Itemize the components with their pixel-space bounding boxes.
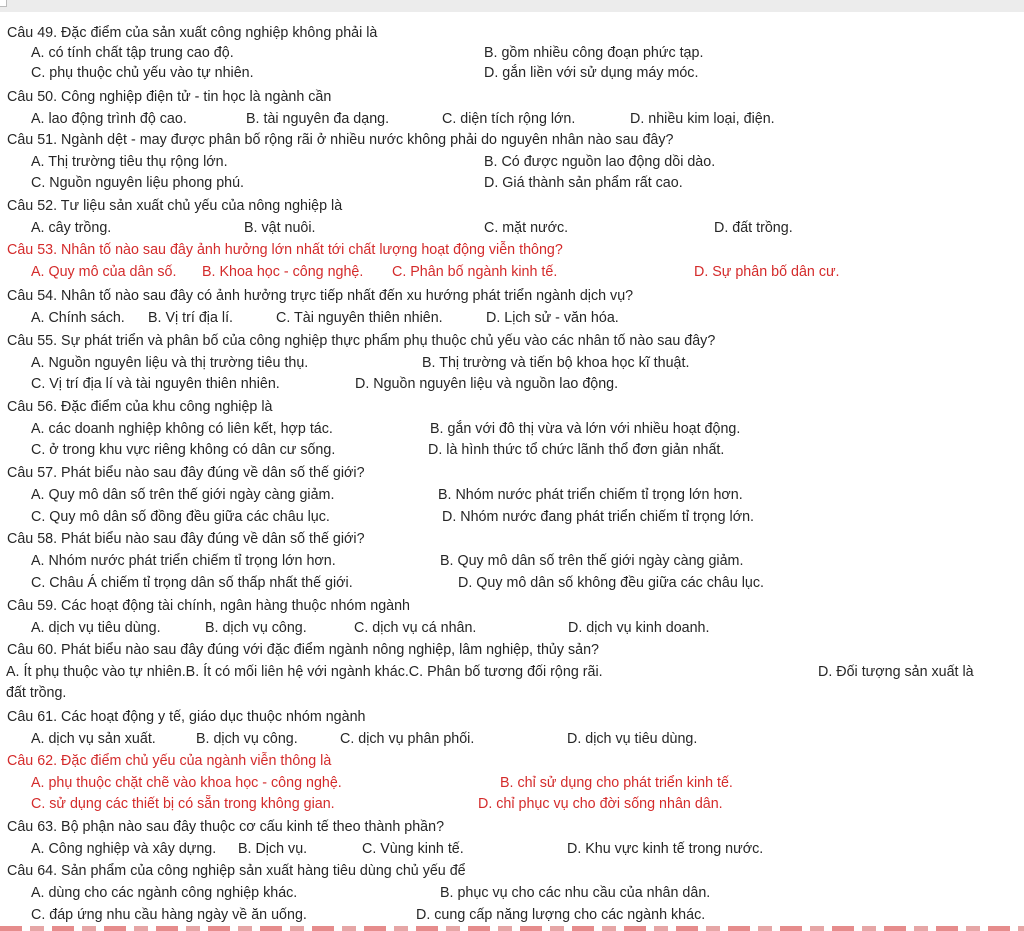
q60-option-d-continued: đất trồng. bbox=[6, 685, 67, 701]
q59-option-b: B. dịch vụ công. bbox=[205, 620, 307, 636]
q53-option-d: D. Sự phân bố dân cư. bbox=[694, 264, 840, 280]
q56-option-c: C. ở trong khu vực riêng không có dân cư sống. bbox=[31, 442, 336, 458]
q63-stem: Câu 63. Bộ phận nào sau đây thuộc cơ cấu kinh tế theo thành phần? bbox=[7, 819, 445, 835]
q55-option-c: C. Vị trí địa lí và tài nguyên thiên nhiên. bbox=[31, 376, 280, 392]
q62-option-c: C. sử dụng các thiết bị có sẵn trong không gian. bbox=[31, 796, 335, 812]
q49-option-c: C. phụ thuộc chủ yếu vào tự nhiên. bbox=[31, 65, 254, 81]
q53-option-c: C. Phân bố ngành kinh tế. bbox=[392, 264, 558, 280]
q54-option-a: A. Chính sách. bbox=[31, 310, 125, 326]
q55-option-a: A. Nguồn nguyên liệu và thị trường tiêu thụ. bbox=[31, 355, 309, 371]
q58-option-d: D. Quy mô dân số không đều giữa các châu lục. bbox=[458, 575, 765, 591]
q63-option-a: A. Công nghiệp và xây dựng. bbox=[31, 841, 217, 857]
q53-option-a: A. Quy mô của dân số. bbox=[31, 264, 177, 280]
q62-option-b: B. chỉ sử dụng cho phát triển kinh tế. bbox=[500, 775, 733, 791]
top-toolbar-strip bbox=[0, 0, 1024, 12]
q58-stem: Câu 58. Phát biểu nào sau đây đúng về dân số thế giới? bbox=[7, 531, 365, 547]
q62-stem: Câu 62. Đặc điểm chủ yếu của ngành viễn thông là bbox=[7, 753, 332, 769]
q61-option-c: C. dịch vụ phân phối. bbox=[340, 731, 475, 747]
page-corner-marker bbox=[0, 0, 7, 7]
q61-option-a: A. dịch vụ sản xuất. bbox=[31, 731, 156, 747]
q59-option-d: D. dịch vụ kinh doanh. bbox=[568, 620, 710, 636]
q54-option-c: C. Tài nguyên thiên nhiên. bbox=[276, 310, 443, 326]
q64-option-d: D. cung cấp năng lượng cho các ngành khác. bbox=[416, 907, 706, 923]
q49-option-d: D. gắn liền với sử dụng máy móc. bbox=[484, 65, 699, 81]
q53-option-b: B. Khoa học - công nghệ. bbox=[202, 264, 364, 280]
q58-option-a: A. Nhóm nước phát triển chiếm tỉ trọng lớn hơn. bbox=[31, 553, 336, 569]
q64-option-c: C. đáp ứng nhu cầu hàng ngày về ăn uống. bbox=[31, 907, 307, 923]
q57-option-c: C. Quy mô dân số đồng đều giữa các châu lục. bbox=[31, 509, 330, 525]
q56-option-b: B. gắn với đô thị vừa và lớn với nhiều hoạt động. bbox=[430, 421, 741, 437]
q56-option-d: D. là hình thức tổ chức lãnh thổ đơn giản nhất. bbox=[428, 442, 725, 458]
q55-option-b: B. Thị trường và tiến bộ khoa học kĩ thuật. bbox=[422, 355, 690, 371]
q63-option-d: D. Khu vực kinh tế trong nước. bbox=[567, 841, 764, 857]
q52-option-a: A. cây trồng. bbox=[31, 220, 112, 236]
q59-option-a: A. dịch vụ tiêu dùng. bbox=[31, 620, 161, 636]
q59-stem: Câu 59. Các hoạt động tài chính, ngân hàng thuộc nhóm ngành bbox=[7, 598, 411, 614]
q50-option-a: A. lao động trình độ cao. bbox=[31, 111, 187, 127]
q64-option-b: B. phục vụ cho các nhu cầu của nhân dân. bbox=[440, 885, 711, 901]
q60-stem: Câu 60. Phát biểu nào sau đây đúng với đặc điểm ngành nông nghiệp, lâm nghiệp, thủy sản? bbox=[7, 642, 600, 658]
q54-option-d: D. Lịch sử - văn hóa. bbox=[486, 310, 619, 326]
q52-option-d: D. đất trồng. bbox=[714, 220, 793, 236]
q58-option-b: B. Quy mô dân số trên thế giới ngày càng giảm. bbox=[440, 553, 744, 569]
q62-option-d: D. chỉ phục vụ cho đời sống nhân dân. bbox=[478, 796, 723, 812]
q56-option-a: A. các doanh nghiệp không có liên kết, hợp tác. bbox=[31, 421, 333, 437]
q54-option-b: B. Vị trí địa lí. bbox=[148, 310, 234, 326]
q64-stem: Câu 64. Sản phẩm của công nghiệp sản xuất hàng tiêu dùng chủ yếu để bbox=[7, 863, 466, 879]
q60-option-d: D. Đối tượng sản xuất là bbox=[818, 664, 974, 680]
q52-option-b: B. vật nuôi. bbox=[244, 220, 316, 236]
q61-stem: Câu 61. Các hoạt động y tế, giáo dục thuộc nhóm ngành bbox=[7, 709, 366, 725]
q57-option-a: A. Quy mô dân số trên thế giới ngày càng giảm. bbox=[31, 487, 335, 503]
q49-option-b: B. gồm nhiều công đoạn phức tạp. bbox=[484, 45, 704, 61]
q51-option-c: C. Nguồn nguyên liệu phong phú. bbox=[31, 175, 245, 191]
q62-option-a: A. phụ thuộc chặt chẽ vào khoa học - công nghệ. bbox=[31, 775, 342, 791]
q51-option-d: D. Giá thành sản phẩm rất cao. bbox=[484, 175, 683, 191]
q50-option-c: C. diện tích rộng lớn. bbox=[442, 111, 576, 127]
q60-options-abc: A. Ít phụ thuộc vào tự nhiên.B. Ít có mối liên hệ với ngành khác.C. Phân bố tương đối rộng rãi. bbox=[6, 664, 603, 680]
q57-option-b: B. Nhóm nước phát triển chiếm tỉ trọng lớn hơn. bbox=[438, 487, 743, 503]
q54-stem: Câu 54. Nhân tố nào sau đây có ảnh hưởng trực tiếp nhất đến xu hướng phát triển ngành dịch vụ? bbox=[7, 288, 634, 304]
q50-option-b: B. tài nguyên đa dạng. bbox=[246, 111, 390, 127]
q56-stem: Câu 56. Đặc điểm của khu công nghiệp là bbox=[7, 399, 273, 415]
q55-option-d: D. Nguồn nguyên liệu và nguồn lao động. bbox=[355, 376, 619, 392]
q58-option-c: C. Châu Á chiếm tỉ trọng dân số thấp nhất thế giới. bbox=[31, 575, 353, 591]
q49-stem: Câu 49. Đặc điểm của sản xuất công nghiệp không phải là bbox=[7, 25, 378, 41]
q57-option-d: D. Nhóm nước đang phát triển chiếm tỉ trọng lớn. bbox=[442, 509, 755, 525]
q50-option-d: D. nhiều kim loại, điện. bbox=[630, 111, 775, 127]
q63-option-b: B. Dịch vụ. bbox=[238, 841, 308, 857]
q61-option-b: B. dịch vụ công. bbox=[196, 731, 298, 747]
q53-stem: Câu 53. Nhân tố nào sau đây ảnh hưởng lớn nhất tới chất lượng hoạt động viễn thông? bbox=[7, 242, 563, 258]
q57-stem: Câu 57. Phát biểu nào sau đây đúng về dân số thế giới? bbox=[7, 465, 365, 481]
q52-option-c: C. mặt nước. bbox=[484, 220, 569, 236]
q64-option-a: A. dùng cho các ngành công nghiệp khác. bbox=[31, 885, 298, 901]
cut-off-next-line bbox=[0, 926, 1024, 931]
q52-stem: Câu 52. Tư liệu sản xuất chủ yếu của nông nghiệp là bbox=[7, 198, 343, 214]
q55-stem: Câu 55. Sự phát triển và phân bố của công nghiệp thực phẩm phụ thuộc chủ yếu vào các nhân tố nào sau đây? bbox=[7, 333, 716, 349]
q63-option-c: C. Vùng kinh tế. bbox=[362, 841, 464, 857]
q51-option-b: B. Có được nguồn lao động dồi dào. bbox=[484, 154, 716, 170]
q61-option-d: D. dịch vụ tiêu dùng. bbox=[567, 731, 698, 747]
q49-option-a: A. có tính chất tập trung cao độ. bbox=[31, 45, 234, 61]
q51-option-a: A. Thị trường tiêu thụ rộng lớn. bbox=[31, 154, 228, 170]
q59-option-c: C. dịch vụ cá nhân. bbox=[354, 620, 477, 636]
q51-stem: Câu 51. Ngành dệt - may được phân bố rộng rãi ở nhiều nước không phải do nguyên nhân nào sau đây? bbox=[7, 132, 674, 148]
q50-stem: Câu 50. Công nghiệp điện tử - tin học là ngành cần bbox=[7, 89, 332, 105]
